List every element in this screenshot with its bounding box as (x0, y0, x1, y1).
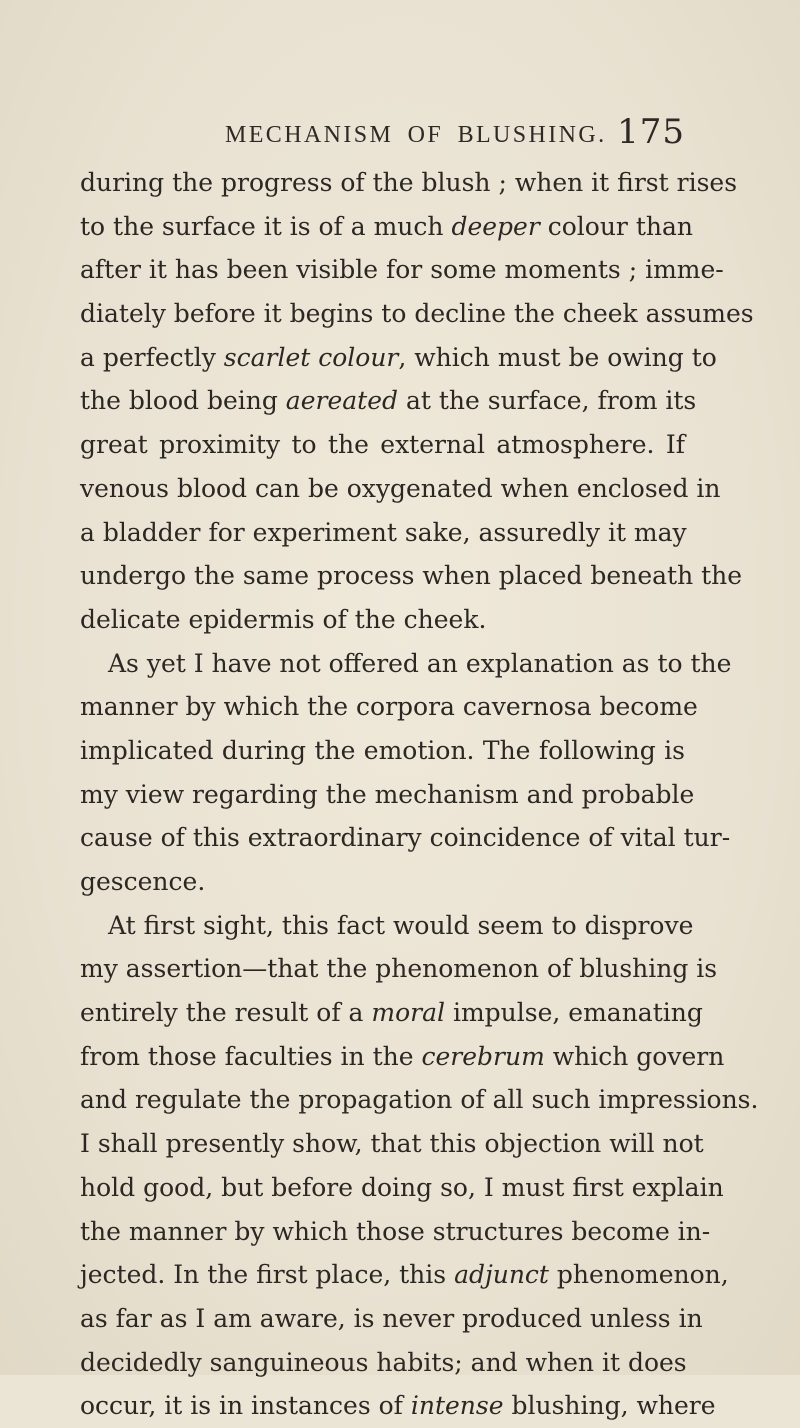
text-line: as far as I am aware, is never produced unless in (80, 1303, 703, 1333)
body-text (80, 161, 759, 1428)
paragraph-start-line: As yet I have not offered an explanation as to the (108, 648, 732, 678)
emphasis: aereated (285, 386, 398, 416)
text-line: manner by which the corpora cavernosa become (80, 692, 698, 722)
page-number: 175 (617, 112, 685, 152)
emphasis: cerebrum (421, 1041, 545, 1071)
text-line: from those faculties in the cerebrum which govern (80, 1041, 725, 1071)
text-line: the blood being aereated at the surface, from its (80, 386, 697, 416)
text-line: diately before it begins to decline the cheek assumes (80, 299, 754, 329)
emphasis: scarlet colour (223, 342, 399, 372)
text-line: hold good, but before doing so, I must first explain (80, 1172, 724, 1202)
text-line: my assertion—that the phenomenon of blushing is (80, 954, 718, 984)
text-line: jected. In the first place, this adjunct phenomenon, (80, 1260, 729, 1290)
text-line: the manner by which those structures become in- (80, 1216, 711, 1246)
text-line: to the surface it is of a much deeper colour than (80, 211, 693, 241)
text-line: occur, it is in instances of intense blushing, where (80, 1391, 716, 1421)
paragraph-end-line: delicate epidermis of the cheek. (80, 604, 487, 634)
running-head: MECHANISM OF BLUSHING. (225, 122, 607, 148)
text-line: implicated during the emotion. The following is (80, 735, 685, 765)
page-header (225, 112, 685, 162)
text-line: my view regarding the mechanism and probable (80, 779, 695, 809)
paragraph-end-line: gescence. (80, 867, 206, 896)
text-line: I shall presently show, that this objection will not (80, 1129, 704, 1159)
text-line: during the progress of the blush ; when it first rises (80, 168, 738, 197)
text-line: after it has been visible for some moments ; imme- (80, 255, 724, 285)
text-line: venous blood can be oxygenated when enclosed in (80, 473, 721, 503)
text-line: undergo the same process when placed beneath the (80, 561, 743, 591)
text-line: a perfectly scarlet colour, which must be owing to (80, 342, 717, 372)
text-line: great proximity to the external atmosphere. If (80, 430, 685, 460)
text-line: decidedly sanguineous habits; and when it does (80, 1347, 687, 1377)
emphasis: moral (371, 998, 446, 1028)
text-line: a bladder for experiment sake, assuredly it may (80, 517, 687, 547)
text-line: and regulate the propagation of all such impressions. (80, 1085, 759, 1115)
emphasis: adjunct (454, 1260, 549, 1290)
text-line: entirely the result of a moral impulse, emanating (80, 998, 703, 1028)
emphasis: intense (410, 1391, 504, 1421)
paragraph-start-line: At first sight, this fact would seem to disprove (108, 910, 694, 940)
emphasis: deeper (451, 211, 540, 241)
text-line: cause of this extraordinary coincidence of vital tur- (80, 823, 731, 853)
